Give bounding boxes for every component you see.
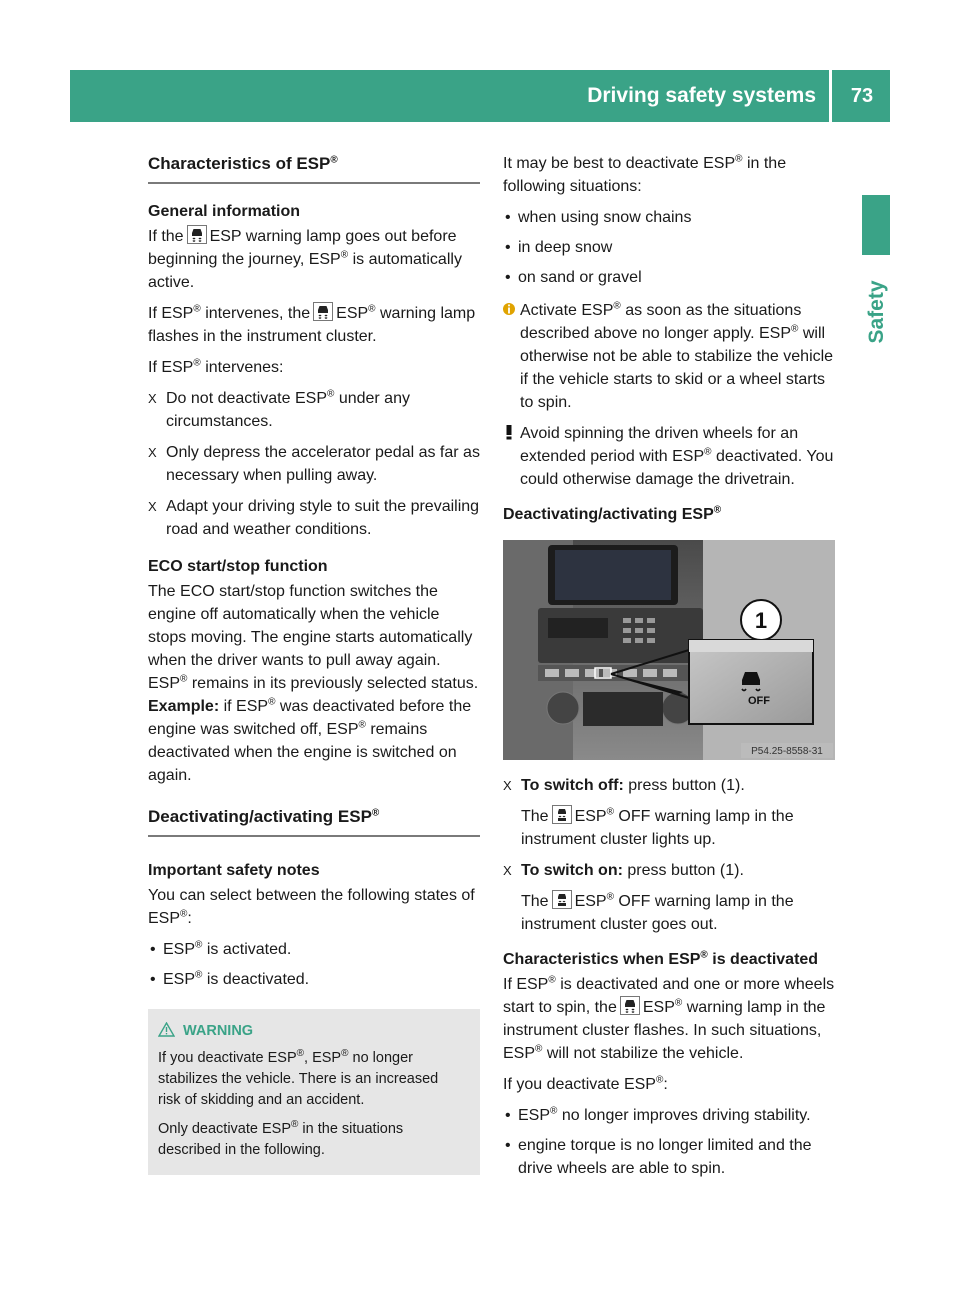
paragraph: The ESP® OFF warning lamp in the instrument cluster lights up.: [521, 806, 794, 848]
list-item: • ESP® is activated.: [150, 939, 292, 958]
callout-number: 1: [754, 608, 768, 633]
warning-text: If you deactivate ESP®, ESP® no longer stabilizes the vehicle. There is an increased risk of skidding and an accident.: [158, 1048, 439, 1108]
paragraph: The ECO start/stop function switches the engine off automatically when the vehicle stops moving. The engine starts automatically when the driver wants to pull away again. ESP® remains in its previously selected status. Example: if ESP® was deactivated before the engine was switched off, ESP® remains deactivated when the engine is switched on again.: [148, 583, 479, 784]
list-item: • when using snow chains: [505, 209, 692, 226]
section-title: Deactivating/activating ESP®: [503, 504, 722, 523]
paragraph: It may be best to deactivate ESP® in the following situations:: [503, 153, 787, 195]
instruction-step: X To switch on: press button (1).: [503, 862, 744, 879]
instruction-step: X Only depress the accelerator pedal as far as necessary when pulling away.: [148, 444, 480, 484]
side-tab-marker: [862, 195, 890, 255]
page-number: 73: [850, 85, 874, 107]
subheading-characteristics: Characteristics when ESP® is deactivated: [503, 949, 819, 968]
subheading-safety: Important safety notes: [148, 862, 320, 879]
paragraph: If ESP® intervenes:: [148, 357, 284, 376]
warning-heading: WARNING: [158, 1021, 464, 1042]
paragraph: You can select between the following states of ESP®:: [148, 887, 475, 927]
paragraph: If ESP® is deactivated and one or more wheels start to spin, the ESP® warning lamp in the instrument cluster flashes. In such situations, ESP® will not stabilize the vehicle.: [503, 974, 835, 1062]
dashboard-photo: [503, 540, 835, 760]
instruction-step: X To switch off: press button (1).: [503, 777, 745, 794]
warning-text: Only deactivate ESP® in the situations described in the following.: [158, 1119, 404, 1158]
esp-warning-icon: [620, 996, 640, 1015]
paragraph: The ESP® OFF warning lamp in the instrument cluster goes out.: [521, 891, 794, 933]
list-item: • engine torque is no longer limited and the drive wheels are able to spin.: [505, 1137, 812, 1177]
list-item: • ESP® no longer improves driving stability.: [505, 1105, 811, 1124]
esp-off-warning-icon: [552, 805, 572, 824]
info-icon: [503, 301, 515, 317]
photo-code: P54.25-8558-31: [751, 746, 823, 757]
subheading-eco: ECO start/stop function: [148, 558, 328, 575]
esp-warning-icon: [187, 225, 207, 244]
paragraph: If the ESP warning lamp goes out before beginning the journey, ESP® is automatically active.: [148, 225, 480, 294]
warning-triangle-icon: [158, 1022, 175, 1037]
section-title: Characteristics of ESP®: [148, 152, 480, 184]
dashboard-illustration: [503, 540, 835, 760]
instruction-step: X Adapt your driving style to suit the prevailing road and weather conditions.: [148, 498, 480, 538]
side-tab-label: Safety: [865, 280, 888, 344]
left-column: [148, 152, 480, 1175]
instruction-step: X Do not deactivate ESP® under any circumstances.: [148, 388, 410, 430]
info-note: Activate ESP® as soon as the situations described above no longer apply. ESP® will otherwise not be able to stabilize the vehicle if the vehicle starts to skid or a wheel starts to spin.: [503, 299, 835, 414]
list-item: • in deep snow: [505, 239, 613, 256]
chapter-title: Driving safety systems: [587, 84, 816, 107]
button-ref-1: (1): [720, 777, 741, 794]
paragraph: If ESP® intervenes, the ESP® warning lamp flashes in the instrument cluster.: [148, 303, 476, 345]
subheading-general: General information: [148, 203, 301, 220]
button-ref-1: (1): [719, 862, 740, 879]
caution-note: Avoid spinning the driven wheels for an extended period with ESP® deactivated. You could otherwise damage the drivetrain.: [503, 422, 835, 491]
warning-box: [148, 1009, 480, 1175]
off-label: OFF: [748, 695, 770, 707]
section-title: Deactivating/activating ESP®: [148, 805, 480, 837]
exclamation-icon: [503, 424, 515, 440]
list-item: • ESP® is deactivated.: [150, 969, 310, 988]
esp-warning-icon: [313, 302, 333, 321]
header-divider: [829, 70, 832, 122]
right-column: [503, 152, 835, 1187]
list-item: • on sand or gravel: [505, 269, 642, 286]
paragraph: If you deactivate ESP®:: [503, 1074, 668, 1093]
header-bar: [70, 70, 890, 122]
esp-off-warning-icon: [552, 890, 572, 909]
